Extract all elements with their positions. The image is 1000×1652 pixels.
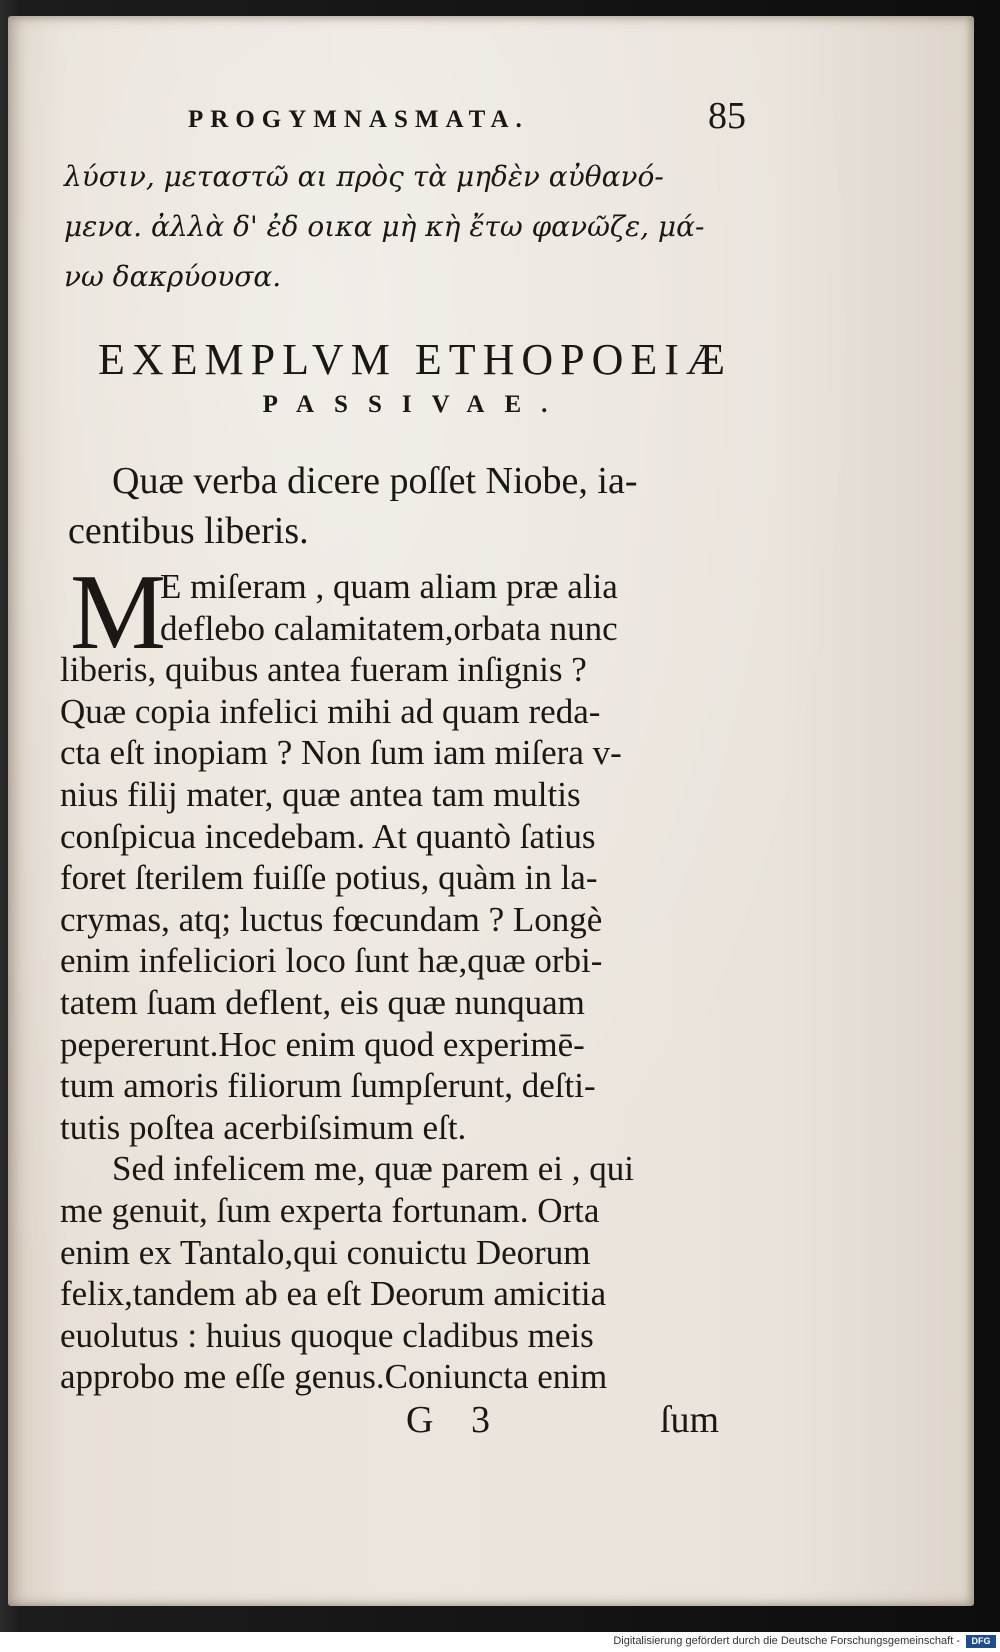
greek-line: μενα. ἀλλὰ δ' ἐδ οικα μὴ κὴ ἔτω φανῶζε, μά- [64, 210, 705, 243]
dfg-logo-icon: DFG [966, 1635, 996, 1648]
argument-line: Quæ verba dicere poſſet Niobe, ia- [112, 460, 638, 502]
greek-line: νω δακρύουσα. [64, 260, 282, 293]
running-title: PROGYMNASMATA. [188, 106, 529, 133]
credit-bar [0, 1632, 1000, 1652]
body-line: felix,tandem ab ea eſt Deorum amicitia [60, 1274, 607, 1314]
body-line: approbo me eſſe genus.Coniuncta enim [60, 1357, 608, 1397]
body-line: nius filij mater, quæ antea tam multis [60, 774, 581, 814]
body-line: tutis poſtea acerbiſsimum eſt. [60, 1107, 467, 1147]
body-line: cta eſt inopiam ? Non ſum iam miſera v- [60, 733, 622, 773]
body-line: deflebo calamitatem,orbata nunc [160, 608, 618, 648]
page-header [188, 95, 748, 142]
argument-line: centibus liberis. [68, 510, 309, 552]
body-line: liberis, quibus antea fueram inſignis ? [60, 650, 587, 690]
body-line: Sed infelicem me, quæ parem ei , qui [112, 1149, 634, 1189]
body-line: E miſeram , quam aliam præ alia [160, 567, 618, 606]
credit-text: Digitalisierung gefördert durch die Deutsche Forschungsgemeinschaft - [613, 1635, 960, 1647]
body-line: Quæ copia infelici mihi ad quam reda- [60, 691, 601, 731]
page-footer [8, 1398, 768, 1448]
greek-line: λύσιν, μεταστῶ αι πρὸς τὰ μηδὲν αὐθανό- [64, 160, 664, 193]
drop-cap: M [70, 553, 167, 672]
body-line: me genuit, ſum experta fortunam. Orta [60, 1190, 600, 1230]
book-page [8, 16, 974, 1606]
body-line: tum amoris filiorum ſumpſerunt, deſti- [60, 1066, 596, 1106]
body-line: pepererunt.Hoc enim quod experimē- [60, 1024, 585, 1064]
body-text [60, 553, 760, 1398]
body-line: crymas, atq; luctus fœcundam ? Longè [60, 899, 603, 939]
body-line: enim ex Tantalo,qui conuictu Deorum [60, 1232, 591, 1272]
section-heading: EXEMPLVM ETHOPOEIÆ [97, 335, 733, 384]
body-line: conſpicua incedebam. At quantò ſatius [60, 816, 596, 856]
argument-text [68, 456, 758, 556]
body-line: euolutus : huius quoque cladibus meis [60, 1315, 594, 1355]
section-subheading: PASSIVAE. [262, 391, 568, 418]
signature-mark: G 3 [406, 1399, 504, 1441]
greek-passage [64, 152, 764, 302]
body-line: enim infeliciori loco ſunt hæ,quæ orbi- [60, 941, 603, 981]
page-number: 85 [708, 95, 746, 137]
body-line: foret ſterilem fuiſſe potius, quàm in la- [60, 858, 598, 898]
body-line: tatem ſuam deflent, eis quæ nunquam [60, 982, 585, 1022]
catchword: ſum [660, 1399, 720, 1441]
